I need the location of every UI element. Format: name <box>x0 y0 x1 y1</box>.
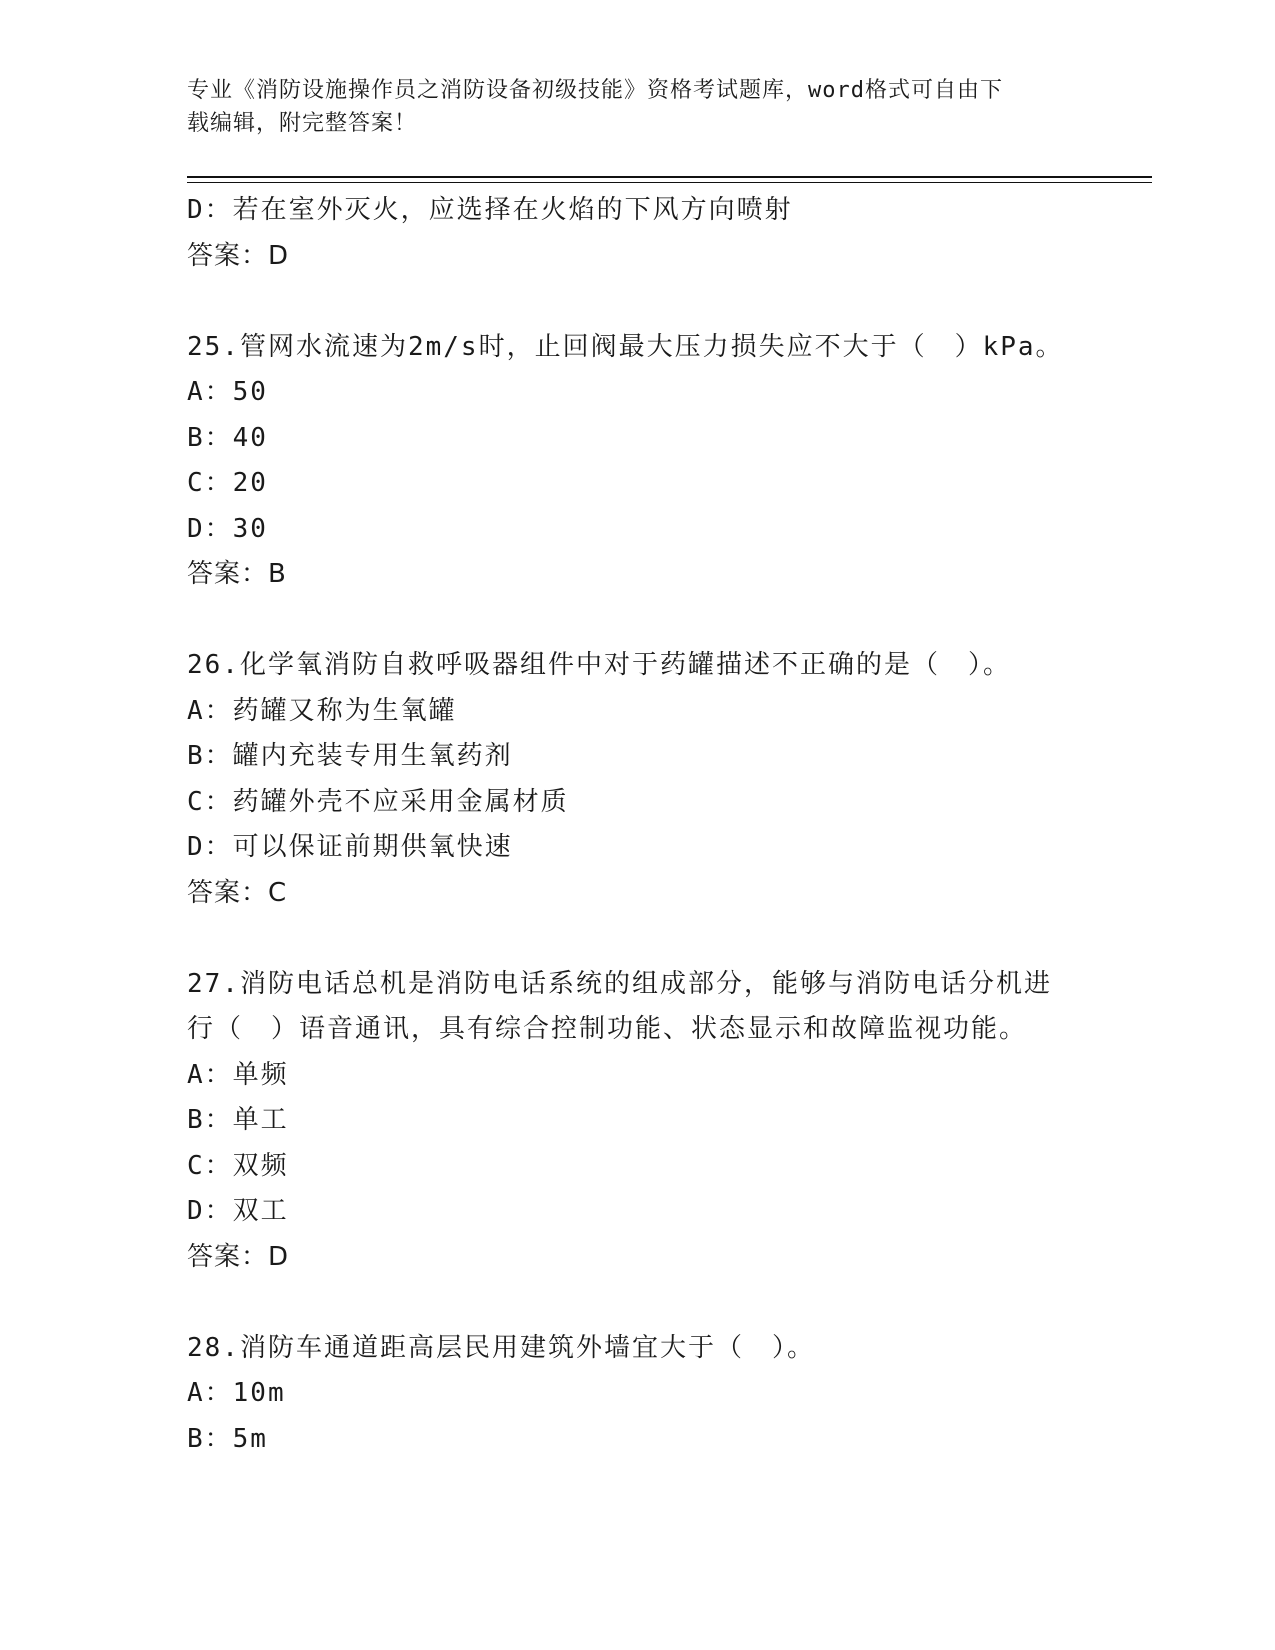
question-27-text-line-2: 行（ ）语音通讯，具有综合控制功能、状态显示和故障监视功能。 <box>187 1014 1028 1044</box>
option-b: B：罐内充装专用生氧药剂 <box>187 741 513 771</box>
option-c: C：20 <box>187 468 268 498</box>
answer: 答案：D <box>187 240 290 271</box>
option-a: A：单频 <box>187 1059 289 1090</box>
option-d: D：若在室外灭火，应选择在火焰的下风方向喷射 <box>187 195 793 225</box>
header-line-1: 专业《消防设施操作员之消防设备初级技能》资格考试题库，word格式可自由下 <box>187 78 1003 103</box>
option-b: B：单工 <box>187 1105 289 1135</box>
option-b: B：5m <box>187 1423 268 1454</box>
option-a: A：药罐又称为生氧罐 <box>187 695 457 726</box>
option-b: B：40 <box>187 422 268 453</box>
spacer <box>187 598 1087 644</box>
question-26-text: 26.化学氧消防自救呼吸器组件中对于药罐描述不正确的是（ ）。 <box>187 650 1011 680</box>
option-a: A：10m <box>187 1378 286 1408</box>
option-d: D：30 <box>187 513 268 544</box>
option-d: D：双工 <box>187 1196 289 1226</box>
question-28-text: 28.消防车通道距高层民用建筑外墙宜大于（ ）。 <box>187 1332 815 1363</box>
document-header <box>187 74 1067 140</box>
question-list <box>187 188 1087 1462</box>
answer: 答案：C <box>187 877 288 908</box>
spacer <box>187 1280 1087 1326</box>
header-divider-thin <box>187 182 1152 183</box>
option-c: C：双频 <box>187 1150 289 1181</box>
header-divider-thick <box>187 176 1152 178</box>
spacer <box>187 916 1087 962</box>
option-c: C：药罐外壳不应采用金属材质 <box>187 786 569 817</box>
answer: 答案：D <box>187 1241 290 1272</box>
spacer <box>187 279 1087 325</box>
question-25-text: 25.管网水流速为2m/s时，止回阀最大压力损失应不大于（ ）kPa。 <box>187 331 1064 362</box>
question-27-text-line-1: 27.消防电话总机是消防电话系统的组成部分，能够与消防电话分机进 <box>187 968 1052 999</box>
option-a: A：50 <box>187 377 268 407</box>
option-d: D：可以保证前期供氧快速 <box>187 832 513 862</box>
answer: 答案：B <box>187 559 287 589</box>
header-line-2: 载编辑，附完整答案！ <box>187 111 418 136</box>
